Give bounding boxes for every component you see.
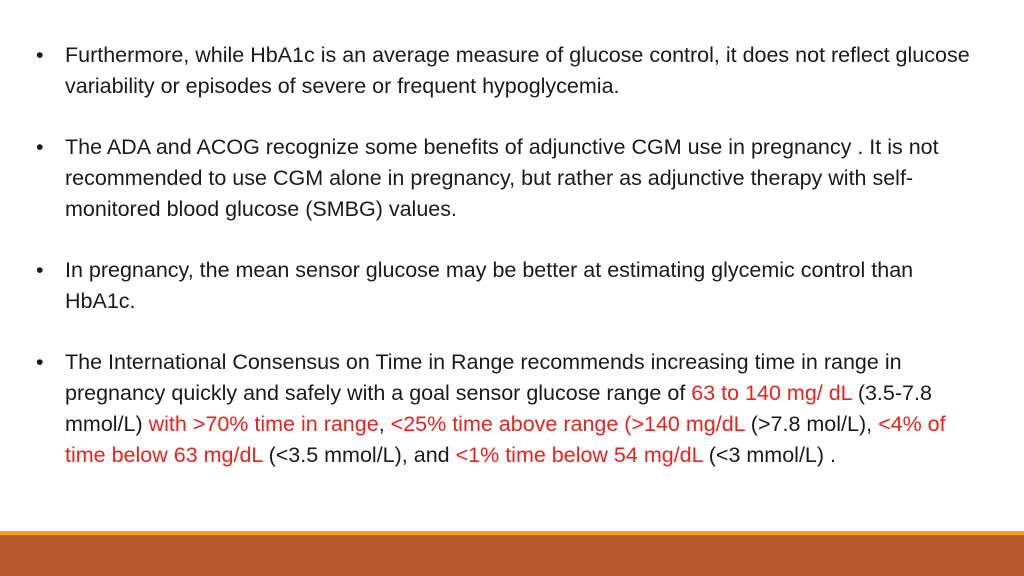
- bullet-item: [36, 347, 986, 471]
- bullet-item: [36, 255, 986, 317]
- highlight-time-in-range: with >70% time in range: [148, 412, 379, 436]
- highlight-time-above-range: <25% time above range (>140 mg/dL: [390, 412, 745, 436]
- text-segment: ,: [378, 412, 391, 436]
- bullet-glyph: •: [36, 350, 44, 374]
- bullet-text: Furthermore, while HbA1c is an average measure of glucose control, it does not reflect glucose variability or episodes of severe or frequent hypoglycemia.: [65, 43, 970, 98]
- footer-bar: [0, 535, 1024, 576]
- text-segment: (<3 mmol/L) .: [702, 443, 836, 467]
- text-segment: (>7.8 mol/L),: [744, 412, 879, 436]
- text-segment: (<3.5 mmol/L), and: [262, 443, 456, 467]
- bullet-text: In pregnancy, the mean sensor glucose may be better at estimating glycemic control than HbA1c.: [65, 258, 914, 313]
- highlight-time-below-54: <1% time below 54 mg/dL: [455, 443, 703, 467]
- bullet-glyph: •: [36, 43, 44, 67]
- bullet-text: The ADA and ACOG recognize some benefits of adjunctive CGM use in pregnancy . It is not recommended to use CGM alone in pregnancy, but rather as adjunctive therapy with self-monitored blood glucose (SMBG) values.: [65, 135, 939, 221]
- bullet-item: [36, 40, 986, 102]
- bullet-glyph: •: [36, 258, 44, 282]
- slide-body: [36, 40, 986, 501]
- text-segment: (3.5-7.8 mmol/L): [65, 381, 932, 436]
- highlight-time-below-63: <4% of time below 63 mg/dL: [65, 412, 946, 467]
- highlight-glucose-range: 63 to 140 mg/ dL: [691, 381, 852, 405]
- bullet-text: [65, 350, 946, 467]
- bullet-glyph: •: [36, 135, 44, 159]
- bullet-item: [36, 132, 986, 225]
- text-segment: The International Consensus on Time in Range recommends increasing time in range in pregnancy quickly and safely with a goal sensor glucose range of: [65, 350, 902, 405]
